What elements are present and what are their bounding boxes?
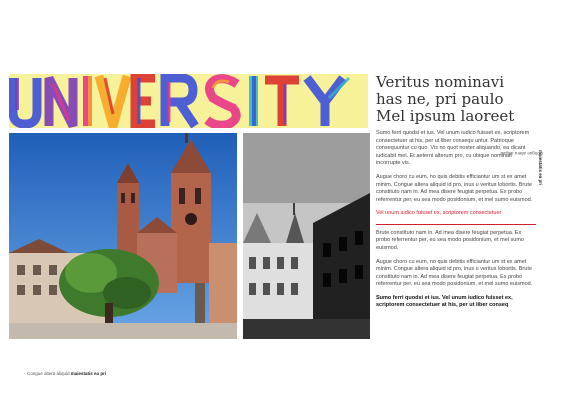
title-graphic [9,74,368,128]
body-paragraph-2: Augue choro cu eum, no quis debitis efficiantur um st ex amet minim. Congue altera aliquid id pro, inus u veritus lobortis. Brute constituto nam in. Ad mea disere feugiat perpetua. Ex probo referrentur per, eu sea modo posidonium, et mel sumo euismod. [376,173,533,203]
side-label-strong: maiestatis ea pri [538,150,543,186]
bold-paragraph: Sumo ferri quodsi et ius. Vel unum iudico fuisset ex, scriptorem consectetuer at his, per ut liber conseq [376,294,513,309]
footer-prefix: Congue altera aliquid [27,371,70,376]
cathedral-photo [9,133,237,339]
body-paragraph-4: Augue choro cu eum, no quis debitis efficiantur um st ex amet minim. Congue altera aliquid id pro, inus u veritus lobortis. Brute constituto nam in. Ad mea disere feugiat perpetua. Ex probo referrentur per, eu sea modo posidonium, et mel sumo euismod. [376,258,533,288]
body-paragraph-1: Sumo ferri quodsi et ius. Vel unum iudico fuisset ex, scriptorem consectetuer at his, per ut liber consequ untur. Patrioque consequuntur cu quo. Vis no quot noster aliquando, ea dicant iudicabit mel. Et aeterni alterum pro, cu ubique nominati incorrupte vis. [376,130,530,167]
side-label-prefix: Congue altera aliquid [500,151,543,156]
side-running-label [500,150,545,270]
footer-strong: maiestatis ea pri [70,371,107,376]
headline-line-2: has ne, pri paulo [376,90,504,108]
headline [376,74,546,125]
page-footer [27,371,106,376]
title-word [9,74,368,128]
body-column [376,130,536,316]
body-paragraph-3: Brute constituto nam in. Ad mea disere feugiat perpetua. Ex probo referrentur per, eu sea modo posidonium, et mel sumo euismod. [376,229,524,251]
highlight-text: Vel unum iudico fuisset ex, scriptorem consectetuer [376,210,502,217]
headline-line-1: Veritus nominavi [376,73,505,91]
headline-line-3: Mel ipsum laoreet [376,107,515,125]
highlight-rule [376,224,536,225]
street-photo-bw [243,133,370,339]
